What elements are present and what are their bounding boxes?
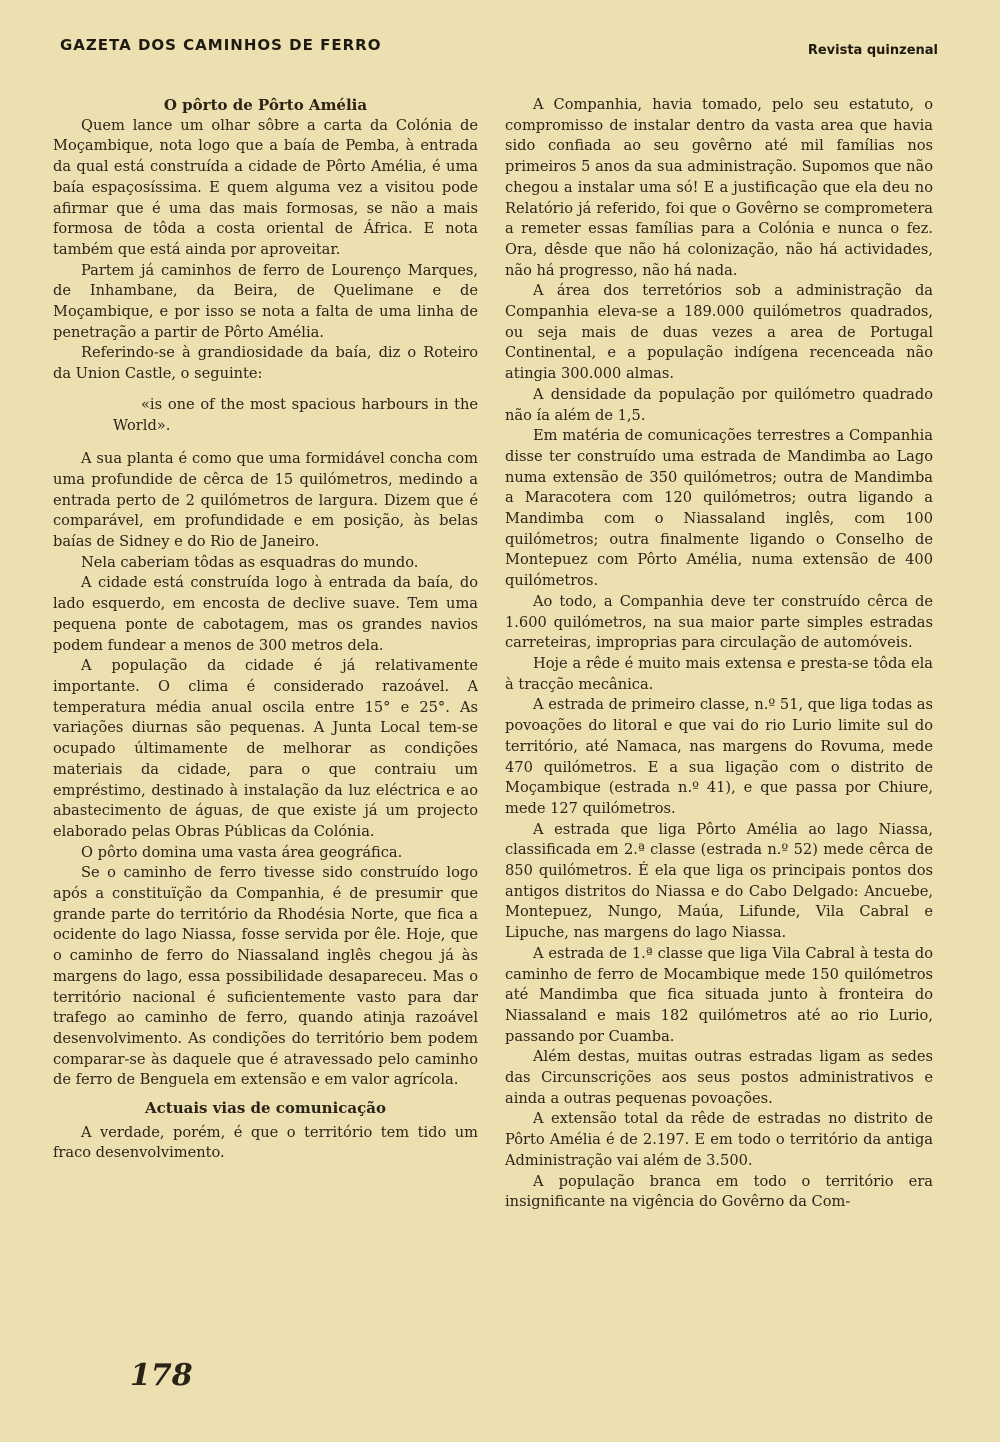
paragraph: Partem já caminhos de ferro de Lourenço Marques, de Inhambane, da Beira, de Quelimane e de Moçambique, e por isso se nota a falta de uma linha de penetração a partir de Pôrto Amélia.	[53, 261, 478, 341]
paragraph: Referindo-se à grandiosidade da baía, diz o Roteiro da Union Castle, o seguinte:	[53, 344, 478, 383]
paragraph: A estrada de primeiro classe, n.º 51, que liga todas as povoações do litoral e que vai do rio Lurio limite sul do território, até Namaca, nas margens do Rovuma, mede 470 quilómetros. E a sua ligação com o distrito de Moçambique (estrada n.º 41), e que passa por Chiure, mede 127 quilómetros.	[505, 696, 933, 817]
paragraph: Se o caminho de ferro tivesse sido construído logo após a constituïção da Companhia, é de presumir que grande parte do território da Rhodésia Norte, que fica a ocidente do lago Niassa, fosse servida por êle. Hoje, que o caminho de ferro do Niassaland inglês chegou já às margens do lago, essa possibilidade desapareceu. Mas o território nacional é suficientemente vasto para dar trafego ao caminho de ferro, quando atinja razoável desenvolvimento. As condições do território bem podem comparar-se às daquele que é atravessado pelo caminho de ferro de Benguela em extensão e em valor agrícola.	[53, 864, 478, 1089]
paragraph: A estrada que liga Pôrto Amélia ao lago Niassa, classificada em 2.ª classe (estrada n.º 52) mede cêrca de 850 quilómetros. É ela que liga os principais pontos dos antigos distritos do Niassa e do Cabo Delgado: Ancuebe, Montepuez, Nungo, Maúa, Lifunde, Vila Cabral e Lipuche, nas margens do lago Niassa.	[505, 820, 933, 942]
article-heading: O pôrto de Pôrto Amélia	[163, 96, 368, 114]
paragraph: Nela caberiam tôdas as esquadras do mundo.	[81, 553, 419, 571]
paragraph: A área dos terretórios sob a administração da Companhia eleva-se a 189.000 quilómetros quadrados, ou seja mais de duas vezes a area de Portugal Continental, e a população indígena recenceada não atingia 300.000 almas.	[505, 282, 933, 383]
paragraph: Ao todo, a Companhia deve ter construído cêrca de 1.600 quilómetros, na sua maior parte simples estradas carreteiras, improprias para circulação de automóveis.	[505, 592, 933, 652]
right-column	[505, 95, 933, 1213]
left-column	[53, 95, 478, 1164]
section-heading: Actuais vias de comunicação	[145, 1099, 386, 1118]
block-quote: «is one of the most spacious harbours in the World».	[113, 395, 478, 434]
journal-subtitle: Revista quinzenal	[807, 43, 938, 58]
page-number: 178	[130, 1358, 193, 1393]
paragraph: Hoje a rêde é muito mais extensa e presta-se tôda ela à tracção mecânica.	[505, 654, 933, 693]
paragraph: Em matéria de comunicações terrestres a Companhia disse ter construído uma estrada de Mandimba ao Lago numa extensão de 350 quilómetros; outra de Mandimba a Maracotera com 120 quilómetros; outra ligando a Mandimba com o Niassaland inglês, com 100 quilómetros; outra finalmente ligando o Conselho de Montepuez com Pôrto Amélia, numa extensão de 400 quilómetros.	[505, 427, 933, 590]
paragraph: O pôrto domina uma vasta área geográfica.	[81, 843, 403, 861]
paragraph: A população branca em todo o território era insignificante na vigência do Govêrno da Com-	[505, 1172, 933, 1211]
paragraph: Além destas, muitas outras estradas ligam as sedes das Circunscrições aos seus postos administrativos e ainda a outras pequenas povoações.	[505, 1048, 933, 1107]
journal-title: GAZETA DOS CAMINHOS DE FERRO	[60, 36, 382, 54]
paragraph: Quem lance um olhar sôbre a carta da Colónia de Moçambique, nota logo que a baía de Pemba, à entrada da qual está construída a cidade de Pôrto Amélia, é uma baía espaçosíssima. E quem alguma vez a visitou pode afirmar que é uma das mais formosas, se não a mais formosa de tôda a costa oriental de África. E nota também que está ainda por aproveitar.	[53, 116, 478, 258]
paragraph: A Companhia, havia tomado, pelo seu estatuto, o compromisso de instalar dentro da vasta area que havia sido confiada ao seu govêrno até mil famílias nos primeiros 5 anos da sua administração. Supomos que não chegou a instalar uma só! E a justificação que ela deu no Relatório já referido, foi que o Govêrno se comprometera a remeter essas famílias para a Colónia e nunca o fez. Ora, dêsde que não há colonização, não há actividades, não há progresso, não há nada.	[505, 96, 933, 279]
paragraph: A estrada de 1.ª classe que liga Vila Cabral à testa do caminho de ferro de Mocambique mede 150 quilómetros até Mandimba que fica situada junto à fronteira do Niassaland e mais 182 quilómetros até ao rio Lurio, passando por Cuamba.	[505, 944, 933, 1045]
paragraph: A população da cidade é já relativamente importante. O clima é considerado razoável. A temperatura média anual oscila entre 15° e 25°. As variações diurnas são pequenas. A Junta Local tem-se ocupado últimamente de melhorar as condições materiais da cidade, para o que contraiu um empréstimo, destinado à instalação da luz eléctrica e ao abastecimento de águas, de que existe já um projecto elaborado pelas Obras Públicas da Colónia.	[53, 657, 478, 840]
paragraph: A cidade está construída logo à entrada da baía, do lado esquerdo, em encosta de declive suave. Tem uma pequena ponte de cabotagem, mas os grandes navios podem fundear a menos de 300 metros dela.	[53, 574, 478, 654]
paragraph: A extensão total da rêde de estradas no distrito de Pôrto Amélia é de 2.197. E em todo o território da antiga Administração vai além de 3.500.	[505, 1110, 933, 1169]
paragraph: A densidade da população por quilómetro quadrado não ía além de 1,5.	[505, 385, 933, 424]
paragraph: A verdade, porém, é que o território tem tido um fraco desenvolvimento.	[53, 1123, 478, 1162]
paragraph: A sua planta é como que uma formidável concha com uma profundide de cêrca de 15 quilómetros, medindo a entrada perto de 2 quilómetros de largura. Dizem que é comparável, em profundidade e em posição, às belas baías de Sidney e do Rio de Janeiro.	[53, 450, 478, 551]
